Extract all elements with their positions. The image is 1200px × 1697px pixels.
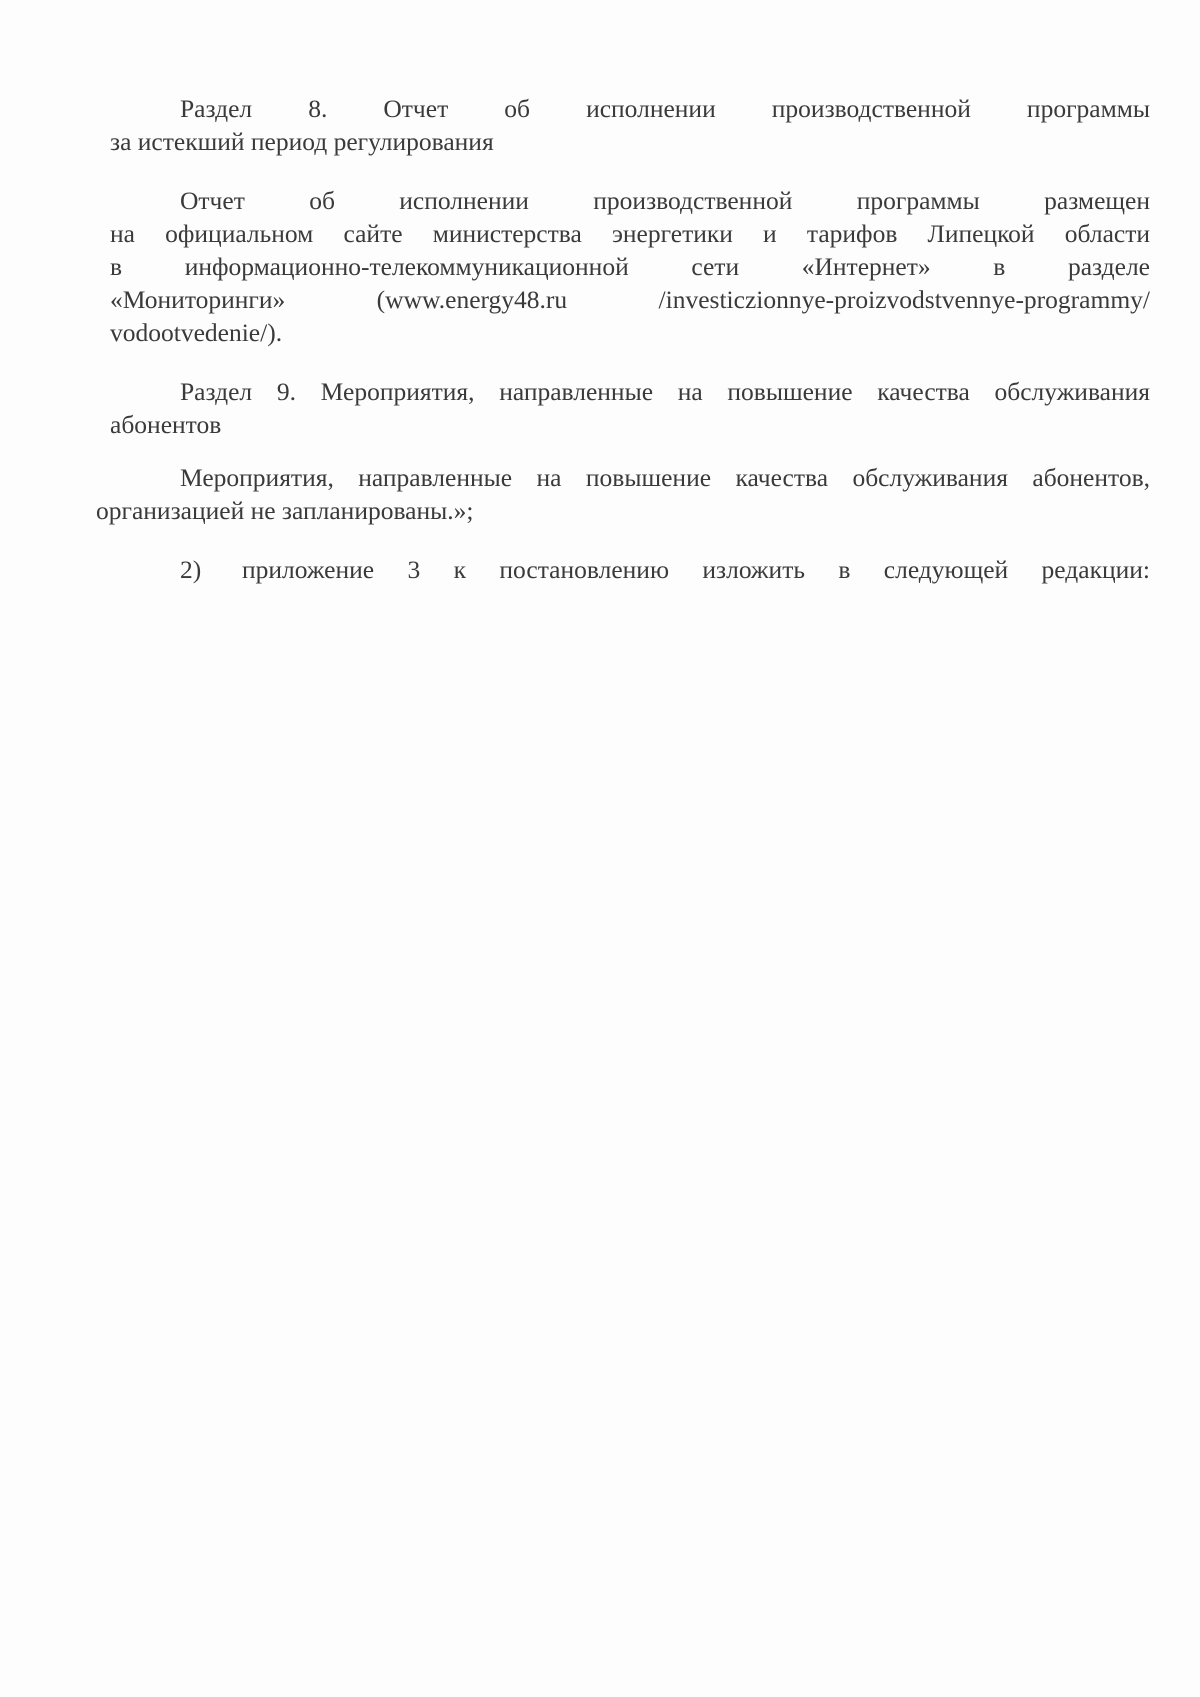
section-8-text-line-2: на официальном сайте министерства энергетики и тарифов Липецкой области [110,219,1150,248]
amendment-item-text: приложение 3 к постановлению изложить в следующей редакции: [242,555,1150,584]
section-8-text-line-3: в информационно-телекоммуникационной сети «Интернет» в разделе [110,252,1150,281]
section-9-heading-line-1: Раздел 9. Мероприятия, направленные на повышение качества обслуживания [180,377,1150,406]
section-8-heading-line-1: Раздел 8. Отчет об исполнении производственной программы [180,94,1150,123]
document-body [96,92,1150,586]
section-9-heading-line-2: абонентов [110,410,222,439]
amendment-item-2 [110,553,1150,586]
section-8-text-line-4: «Мониторинги» (www.energy48.ru /investiczionnye-proizvodstvennye-programmy/ [110,285,1150,314]
section-8-text-line-1: Отчет об исполнении производственной программы размещен [180,186,1150,215]
section-9-text-line-1: Мероприятия, направленные на повышение качества обслуживания абонентов, [180,463,1150,492]
section-8-text-line-5: vodootvedenie/). [110,318,283,347]
amendment-item-number: 2) [180,555,202,584]
section-8-heading-line-2: за истекший период регулирования [110,127,494,156]
section-9-text-line-2: организацией не запланированы.»; [96,496,474,525]
